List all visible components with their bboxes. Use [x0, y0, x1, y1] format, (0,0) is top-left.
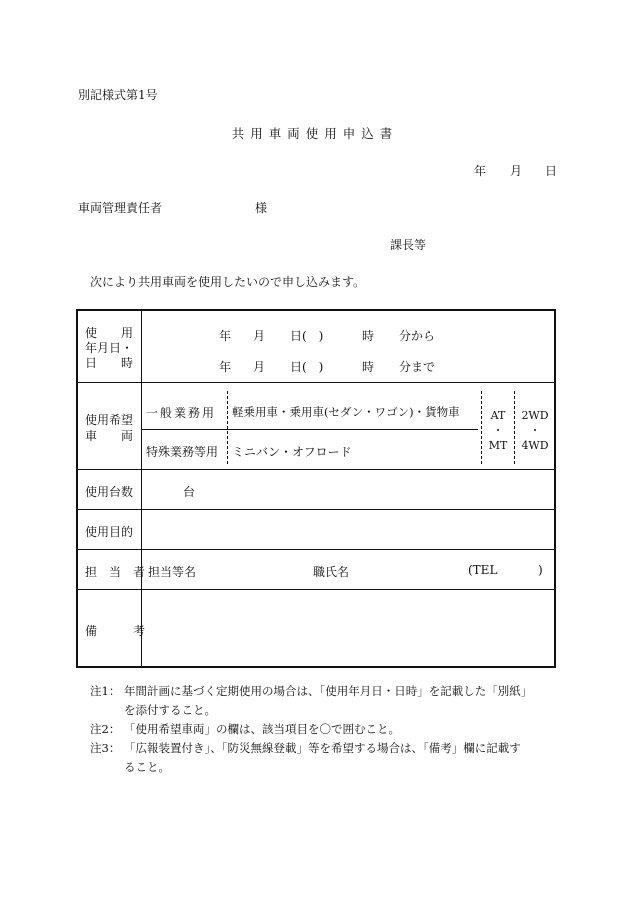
- note-1: 注1： 年間計画に基づく定期使用の場合は、「使用年月日・日時」を記載した「別紙」 を添付すること。: [90, 684, 533, 717]
- row-divider: [78, 382, 554, 383]
- row-divider: [78, 469, 554, 470]
- date-day-label: 日: [545, 164, 558, 178]
- general-vehicle-options[interactable]: 軽乗用車・乗用車(セダン・ワゴン)・貨物車: [232, 405, 460, 419]
- end-minute-field[interactable]: 分まで: [399, 360, 436, 374]
- note-2: 注2： 「使用希望車両」の欄は、該当項目を〇で囲むこと。: [90, 722, 400, 736]
- page-title: 共用車両使用申込書: [231, 126, 399, 141]
- end-month-field[interactable]: 月: [253, 360, 266, 374]
- drive-options[interactable]: 2WD ・ 4WD: [521, 409, 549, 452]
- date-month-label: 月: [510, 164, 523, 178]
- label-column-divider: [141, 311, 142, 666]
- row-divider: [78, 509, 554, 510]
- vehicle-dashed-divider: [481, 391, 482, 464]
- transmission-options[interactable]: AT ・ MT: [488, 409, 508, 452]
- application-table: [76, 309, 556, 668]
- row-divider: [78, 589, 554, 590]
- count-field[interactable]: 台: [183, 485, 196, 499]
- start-year-field[interactable]: 年: [219, 329, 232, 343]
- intro-text: 次により共用車両を使用したいので申し込みます。: [90, 275, 366, 289]
- general-business-label: 一般業務用: [146, 406, 217, 420]
- row-divider: [78, 549, 554, 550]
- note-3: 注3： 「広報装置付き」、「防災無線登載」等を希望する場合は、「備考」欄に記載す ること。: [90, 741, 521, 774]
- purpose-label: 使用目的: [85, 525, 134, 539]
- date-year-label: 年: [474, 164, 487, 178]
- remarks-label: 備 考: [85, 624, 146, 638]
- honorific: 様: [255, 201, 268, 215]
- tel-close: ): [538, 563, 543, 577]
- contact-position-label: 職氏名: [313, 565, 350, 579]
- start-month-field[interactable]: 月: [253, 329, 266, 343]
- form-number: 別記様式第1号: [78, 88, 158, 102]
- notes: [90, 682, 532, 777]
- end-year-field[interactable]: 年: [219, 360, 232, 374]
- special-business-label: 特殊業務等用: [146, 445, 219, 459]
- end-hour-field[interactable]: 時: [362, 360, 375, 374]
- start-day-field[interactable]: 日( ): [290, 329, 324, 343]
- vehicle-dashed-divider: [227, 391, 228, 464]
- purpose-field[interactable]: [148, 516, 548, 544]
- start-hour-field[interactable]: 時: [362, 329, 375, 343]
- vehicle-dashed-divider: [514, 391, 515, 464]
- special-vehicle-options[interactable]: ミニバン・オフロード: [232, 445, 352, 459]
- remarks-field[interactable]: [148, 596, 548, 660]
- contact-label: 担 当 者: [85, 565, 146, 579]
- section-chief-label: 課長等: [390, 238, 427, 252]
- vehicle-label: 使用希望 車 両: [85, 413, 134, 443]
- start-minute-field[interactable]: 分から: [399, 329, 436, 343]
- tel-open: (TEL: [468, 563, 498, 577]
- count-label: 使用台数: [85, 485, 134, 499]
- contact-name-label: 担当等名: [148, 565, 197, 579]
- vehicle-row-divider: [141, 429, 478, 430]
- end-day-field[interactable]: 日( ): [290, 360, 324, 374]
- manager-label: 車両管理責任者: [78, 201, 163, 215]
- usage-datetime-label: 使 用 年月日・ 日 時: [85, 326, 134, 370]
